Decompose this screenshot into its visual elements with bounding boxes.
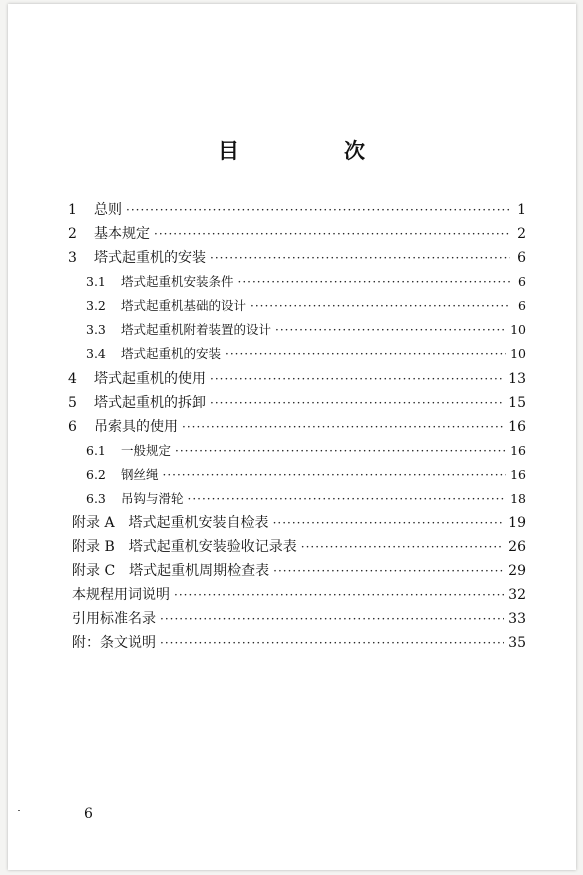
toc-page: 1 (517, 202, 526, 218)
toc-number: 6 (68, 419, 77, 435)
toc-number: 3.1 (86, 274, 106, 289)
toc-entry[interactable] (68, 368, 526, 390)
toc-label: 一般规定 (121, 443, 172, 458)
toc-page: 18 (510, 491, 526, 506)
toc-page: 6 (518, 298, 526, 313)
toc-leader (301, 540, 504, 554)
toc-entry[interactable] (68, 416, 526, 438)
toc-leader (182, 420, 504, 434)
toc-subentry[interactable] (86, 489, 526, 511)
toc-leader (273, 516, 505, 530)
toc-entry[interactable] (68, 223, 526, 245)
toc-number: 5 (68, 395, 77, 411)
toc-number: 3.3 (86, 322, 106, 337)
toc-leader (225, 347, 506, 361)
toc-number: 1 (68, 202, 77, 218)
toc-leader (160, 636, 504, 650)
toc-leader (175, 444, 506, 458)
toc-subentry[interactable] (86, 296, 526, 318)
toc-subentry[interactable] (86, 320, 526, 342)
toc-page: 16 (510, 467, 526, 482)
toc-leader (250, 299, 510, 313)
toc-entry-appendix[interactable] (72, 536, 526, 558)
toc-number: 3.2 (86, 298, 106, 313)
toc-label: 附录 C 塔式起重机周期检查表 (72, 563, 270, 579)
toc-leader (210, 396, 504, 410)
toc-entry-appendix[interactable] (72, 560, 526, 582)
toc-page: 26 (508, 539, 526, 555)
toc-label: 塔式起重机的拆卸 (94, 395, 206, 411)
toc-number: 6.2 (86, 467, 106, 482)
toc-subentry[interactable] (86, 272, 526, 294)
toc-entry[interactable] (68, 392, 526, 414)
toc-label: 塔式起重机安装条件 (121, 274, 234, 289)
toc-leader (210, 251, 510, 265)
toc-leader (160, 612, 504, 626)
page-number: 6 (84, 806, 93, 822)
toc-label: 基本规定 (94, 226, 150, 242)
toc-number: 6.3 (86, 491, 106, 506)
toc-entry-appendix[interactable] (72, 608, 526, 630)
toc-label: 塔式起重机基础的设计 (121, 298, 247, 313)
toc-leader (238, 275, 510, 289)
toc-subentry[interactable] (86, 441, 526, 463)
toc-entry-appendix[interactable] (72, 632, 526, 654)
toc-page: 10 (510, 322, 526, 337)
toc-leader (174, 588, 504, 602)
toc-leader (210, 372, 504, 386)
toc-number: 6.1 (86, 443, 106, 458)
toc-label: 钢丝绳 (121, 467, 159, 482)
toc-label: 塔式起重机的使用 (94, 371, 206, 387)
toc-label: 吊索具的使用 (94, 419, 178, 435)
toc-entry-appendix[interactable] (72, 584, 526, 606)
toc-page: 29 (508, 563, 526, 579)
toc-page: 19 (508, 515, 526, 531)
toc-label: 塔式起重机附着装置的设计 (121, 322, 272, 337)
toc-number: 4 (68, 371, 77, 387)
toc-label: 塔式起重机的安装 (94, 250, 206, 266)
toc-entry[interactable] (68, 247, 526, 269)
toc-page: 2 (517, 226, 526, 242)
toc-entry-appendix[interactable] (72, 512, 526, 534)
toc-page: 32 (508, 587, 526, 603)
toc-number: 2 (68, 226, 77, 242)
toc-page: 13 (508, 371, 526, 387)
toc-page: 16 (510, 443, 526, 458)
toc-leader (188, 492, 507, 506)
toc-page: 33 (508, 611, 526, 627)
page-title: 目 次 (218, 138, 407, 163)
toc-page: 6 (518, 274, 526, 289)
toc-label: 总则 (94, 202, 122, 218)
toc-leader (154, 227, 510, 241)
toc-page: 35 (508, 635, 526, 651)
toc-leader (273, 564, 504, 578)
toc-subentry[interactable] (86, 465, 526, 487)
toc-label: 塔式起重机的安装 (121, 346, 222, 361)
toc-page: 15 (508, 395, 526, 411)
toc-label: 附录 B 塔式起重机安装验收记录表 (72, 539, 297, 555)
toc-subentry[interactable] (86, 344, 526, 366)
toc-number: 3.4 (86, 346, 106, 361)
toc-label: 吊钩与滑轮 (121, 491, 184, 506)
toc-leader (163, 468, 507, 482)
toc-label: 本规程用词说明 (72, 587, 170, 603)
toc-label: 附：条文说明 (72, 635, 156, 651)
toc-label: 引用标准名录 (72, 611, 156, 627)
toc-page: 10 (510, 346, 526, 361)
toc-page: 6 (517, 250, 526, 266)
toc-entry[interactable] (68, 199, 526, 221)
toc-leader (275, 323, 506, 337)
toc-label: 附录 A 塔式起重机安装自检表 (72, 515, 269, 531)
toc-page: 16 (508, 419, 526, 435)
toc-leader (126, 203, 510, 217)
toc-number: 3 (68, 250, 77, 266)
